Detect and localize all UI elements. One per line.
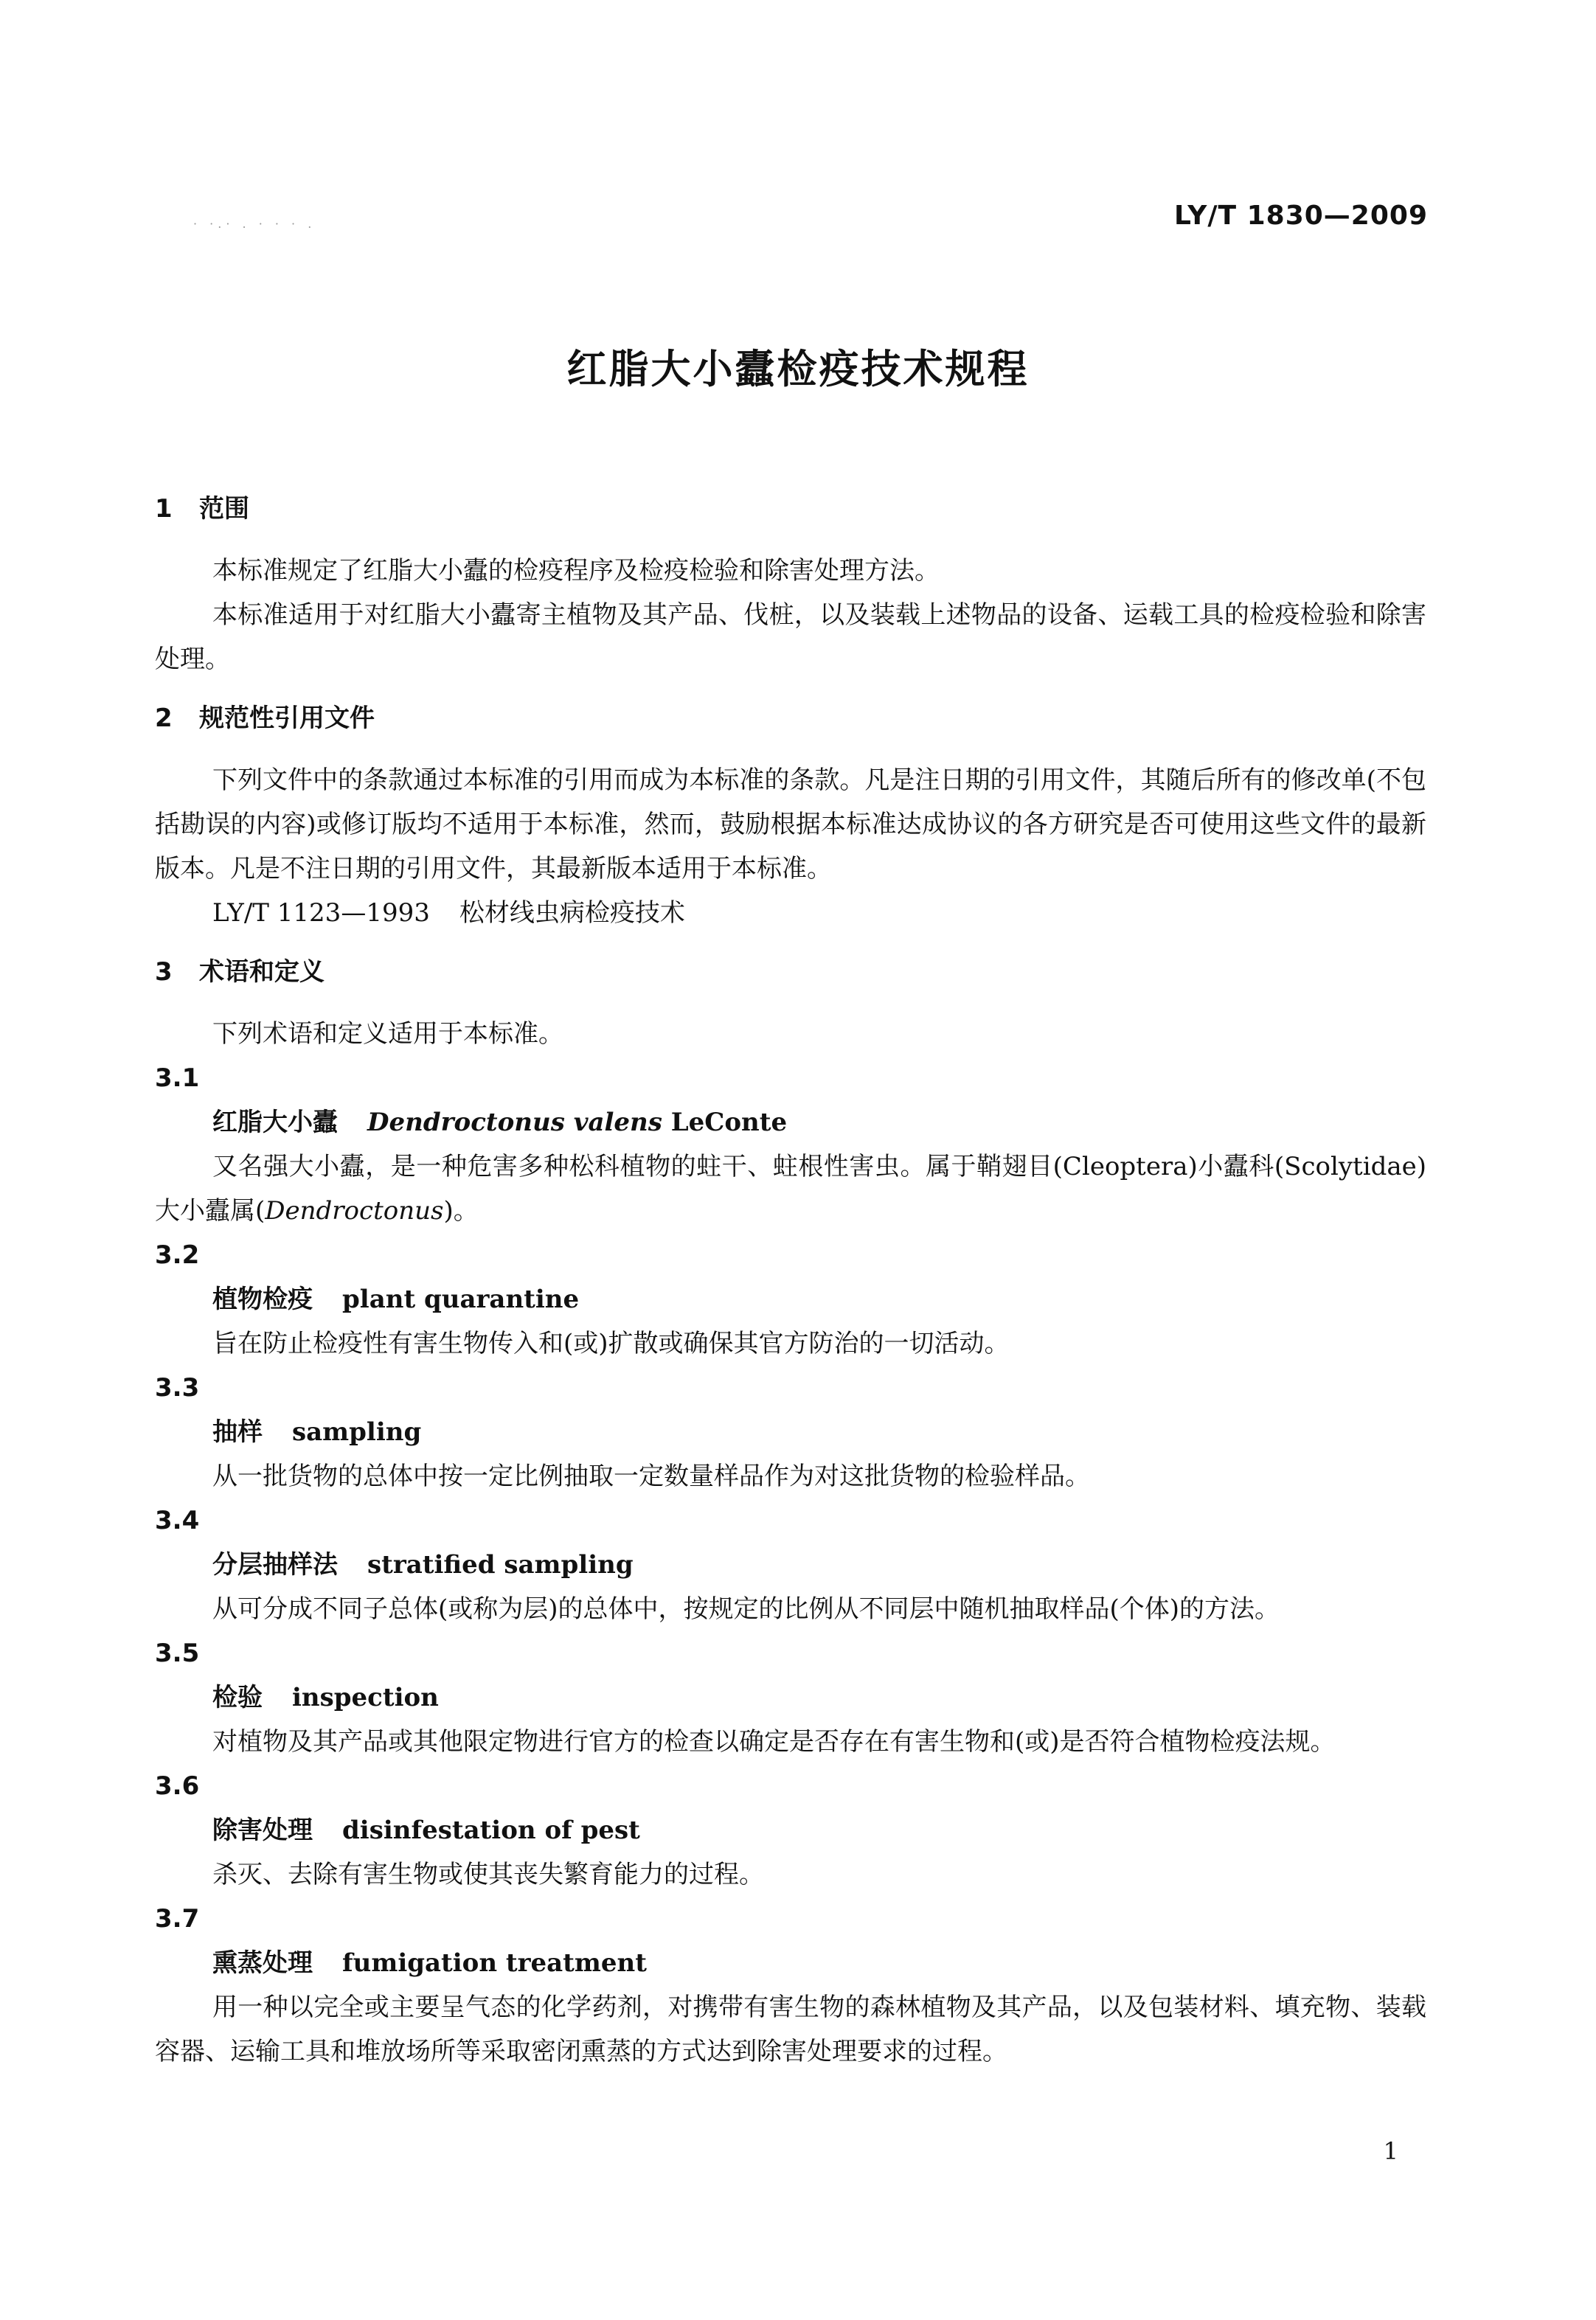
term-zh: 抽样: [212, 1417, 263, 1447]
term-number: 3.3: [155, 1373, 200, 1403]
reference-title: 松材线虫病检疫技术: [459, 898, 685, 928]
term-zh: 红脂大小蠹: [212, 1108, 338, 1137]
genus-name: Dendroctonus: [265, 1196, 444, 1226]
paragraph: 本标准规定了红脂大小蠹的检疫程序及检疫检验和除害处理方法。: [212, 556, 940, 586]
definition-text: 又名强大小蠹，是一种危害多种松科植物的蛀干、蛀根性害虫。属于鞘翅目(Cleoptera)小蠹科(Scolytidae)大小蠹属(: [155, 1152, 1426, 1226]
term-en: inspection: [292, 1683, 439, 1712]
section-number: 1: [155, 494, 173, 524]
term-definition: 旨在防止检疫性有害生物传入和(或)扩散或确保其官方防治的一切活动。: [212, 1329, 1010, 1358]
paragraph: 下列文件中的条款通过本标准的引用而成为本标准的条款。凡是注日期的引用文件，其随后所有的修改单(不包括勘误的内容)或修订版均不适用于本标准，然而，鼓励根据本标准达成协议的各方研究是否可使用这些文件的最新版本。凡是不注日期的引用文件，其最新版本适用于本标准。: [155, 765, 1426, 883]
term-name: [155, 1941, 1426, 1985]
term-name: [155, 1277, 1426, 1322]
term-zh: 熏蒸处理: [212, 1948, 313, 1978]
section-title: 规范性引用文件: [199, 704, 375, 733]
section-heading-normative-references: [155, 696, 1426, 740]
term-definition: [155, 1145, 1426, 1233]
reference-item: [155, 891, 1426, 935]
term-name: [155, 1543, 1426, 1587]
scan-artifact: · ·.· . · · · .: [193, 217, 316, 231]
term-definition: 对植物及其产品或其他限定物进行官方的检查以确定是否存在有害生物和(或)是否符合植物检疫法规。: [212, 1727, 1336, 1757]
term-number: 3.5: [155, 1639, 200, 1668]
definition-text: )。: [443, 1196, 479, 1226]
paragraph: 本标准适用于对红脂大小蠹寄主植物及其产品、伐桩，以及装载上述物品的设备、运载工具的检疫检验和除害处理。: [155, 600, 1426, 674]
section-title: 术语和定义: [199, 957, 325, 987]
term-definition: 杀灭、去除有害生物或使其丧失繁育能力的过程。: [212, 1860, 764, 1889]
term-en: disinfestation of pest: [342, 1816, 640, 1845]
term-number: 3.4: [155, 1506, 200, 1535]
term-definition: 从可分成不同子总体(或称为层)的总体中，按规定的比例从不同层中随机抽取样品(个体)的方法。: [212, 1594, 1280, 1624]
document-title: 红脂大小蠹检疫技术规程: [566, 346, 1030, 392]
term-zh: 除害处理: [212, 1816, 313, 1845]
term-en: sampling: [292, 1417, 422, 1447]
term-number: 3.2: [155, 1240, 200, 1270]
term-author: LeConte: [670, 1108, 788, 1137]
term-number: 3.7: [155, 1904, 200, 1934]
reference-code: LY/T 1123—1993: [212, 898, 430, 928]
term-name: [155, 1808, 1426, 1852]
term-definition: 从一批货物的总体中按一定比例抽取一定数量样品作为对这批货物的检验样品。: [212, 1462, 1090, 1491]
standard-code: LY/T 1830—2009: [1173, 201, 1428, 231]
section-number: 3: [155, 957, 173, 987]
term-definition: 用一种以完全或主要呈气态的化学药剂，对携带有害生物的森林植物及其产品，以及包装材料、填充物、装载容器、运输工具和堆放场所等采取密闭熏蒸的方式达到除害处理要求的过程。: [155, 1993, 1426, 2066]
term-en: fumigation treatment: [342, 1948, 647, 1978]
term-scientific-name: Dendroctonus valens: [367, 1108, 662, 1137]
section-number: 2: [155, 704, 173, 733]
term-name: [155, 1410, 1426, 1454]
term-en: plant quarantine: [342, 1285, 580, 1314]
section-heading-scope: [155, 487, 1426, 531]
term-number: 3.6: [155, 1771, 200, 1801]
term-name: [155, 1100, 1426, 1145]
term-zh: 植物检疫: [212, 1285, 313, 1314]
page-number: 1: [1383, 2137, 1398, 2165]
term-number: 3.1: [155, 1063, 200, 1093]
term-en: stratified sampling: [367, 1550, 634, 1580]
paragraph: 下列术语和定义适用于本标准。: [212, 1019, 563, 1049]
document-body: [155, 487, 1426, 2074]
term-zh: 检验: [212, 1683, 263, 1712]
section-title: 范围: [199, 494, 249, 524]
term-zh: 分层抽样法: [212, 1550, 338, 1580]
section-heading-terms: [155, 950, 1426, 994]
term-name: [155, 1675, 1426, 1720]
